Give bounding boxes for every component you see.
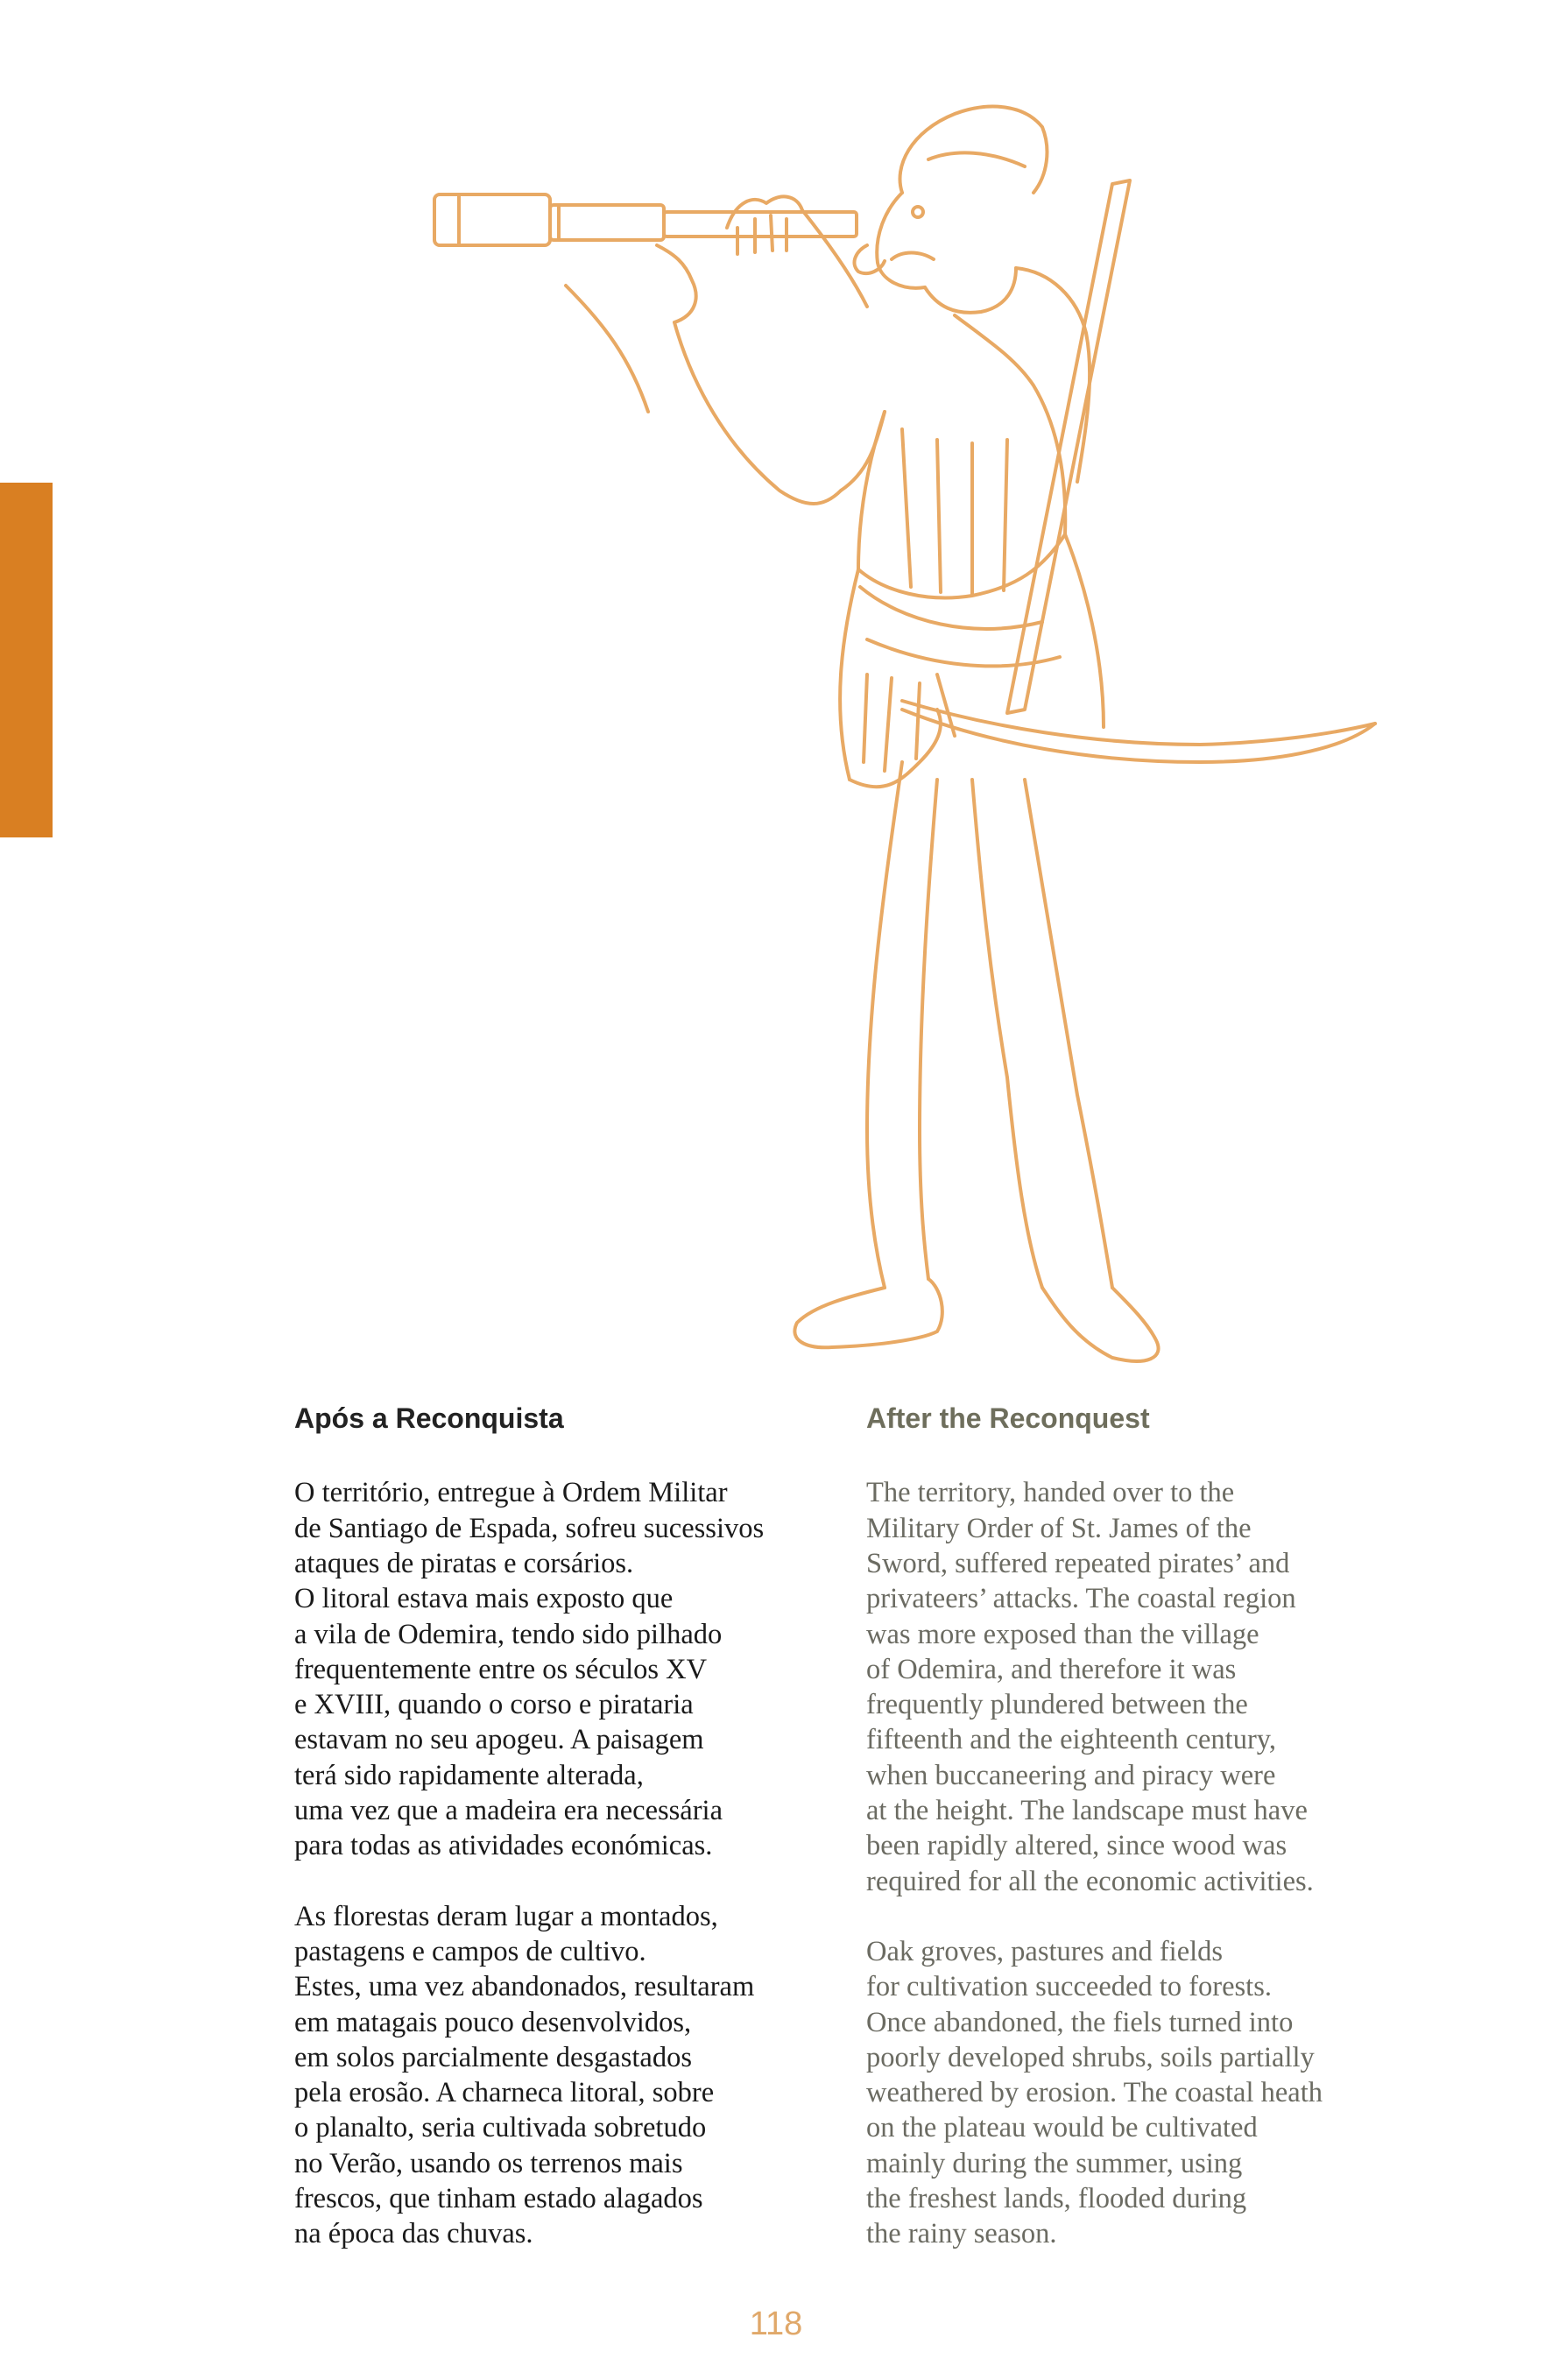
chapter-color-tab	[0, 483, 53, 837]
english-paragraph-1: The territory, handed over to the Military Order of St. James of the Sword, suffered repeated pirates’ and privateers’ attacks. The coastal region was more exposed than the village of Odemira, and therefore it was frequently plundered between the fifteenth and the eighteenth century, when buccaneering and piracy were at the height. The landscape must have been rapidly altered, since wood was required for all the economic activities.	[866, 1477, 1314, 1897]
english-column	[866, 1402, 1409, 2287]
english-heading: After the Reconquest	[866, 1402, 1150, 1434]
portuguese-paragraph-2: As florestas deram lugar a montados, pastagens e campos de cultivo. Estes, uma vez abandonados, resultaram em matagais pouco desenvolvidos, em solos parcialmente desgastados pela erosão. A charneca litoral, sobre o planalto, seria cultivada sobretudo no Verão, usando os terrenos mais frescos, que tinham estado alagados na época das chuvas.	[294, 1900, 755, 2250]
english-paragraph-2: Oak groves, pastures and fields for cultivation succeeded to forests. Once abandoned, the fiels turned into poorly developed shrubs, soils partially weathered by erosion. The coastal heath on the plateau would be cultivated mainly during the summer, using the freshest lands, flooded during the rainy season.	[866, 1935, 1323, 2250]
page-number: 118	[749, 2306, 803, 2342]
pirate-with-spyglass-line-drawing-icon	[412, 96, 1445, 1367]
portuguese-heading: Após a Reconquista	[294, 1402, 564, 1434]
portuguese-column	[294, 1402, 837, 2287]
portuguese-paragraph-1: O território, entregue à Ordem Militar de Santiago de Espada, sofreu sucessivos ataques de piratas e corsários. O litoral estava mais exposto que a vila de Odemira, tendo sido pilhado frequentemente entre os séculos XV e XVIII, quando o corso e pirataria estavam no seu apogeu. A paisagem terá sido rapidamente alterada, uma vez que a madeira era necessária para todas as atividades económicas.	[294, 1477, 765, 1862]
